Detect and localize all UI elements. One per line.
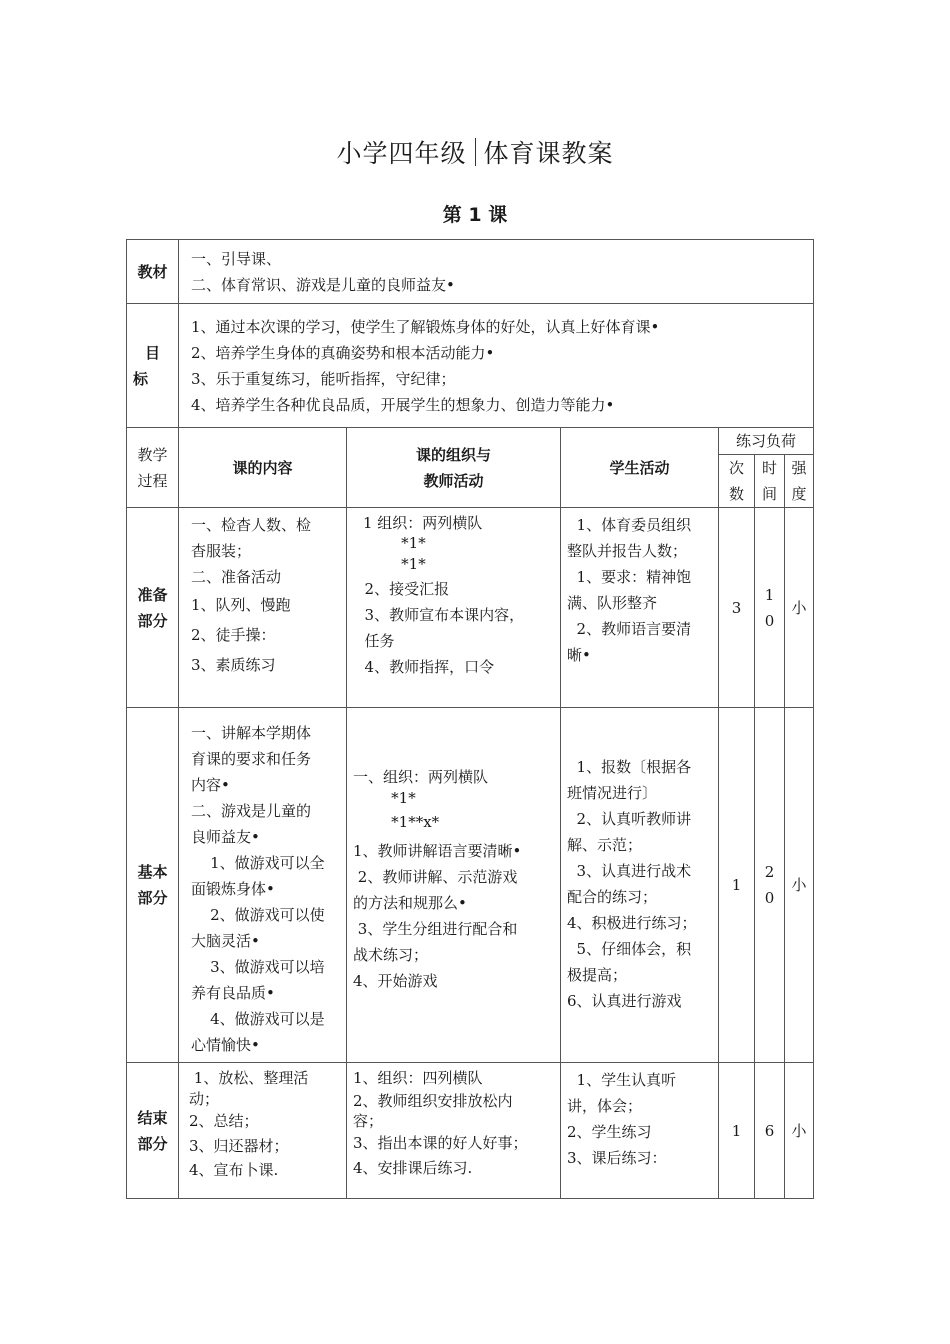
text-line: 1、体育委员组织 xyxy=(567,516,692,534)
text-line: 1、教师讲解语言要清晰• xyxy=(353,842,522,860)
text-line: 大脑灵活• xyxy=(191,932,260,950)
text-line: 育课的要求和任务 xyxy=(191,750,312,768)
basic-content xyxy=(179,708,347,1063)
label-preparation xyxy=(127,508,179,708)
text-line: 1 组织：两列横队 xyxy=(363,514,483,532)
ending-content xyxy=(179,1063,347,1199)
text-line: *1* xyxy=(353,789,416,807)
prep-content xyxy=(179,508,347,708)
text-line: 2、做游戏可以使 xyxy=(191,906,325,924)
header-line: 数 xyxy=(728,485,744,503)
prep-duration xyxy=(755,508,785,708)
label-line: 部分 xyxy=(137,1134,168,1153)
objectives-content xyxy=(179,304,814,428)
text-line: 3、做游戏可以培 xyxy=(191,958,325,976)
text-line: 心情愉快• xyxy=(191,1036,260,1054)
text-line: 5、仔细体会，积 xyxy=(567,940,692,958)
header-line: 教学 xyxy=(137,445,168,464)
text-line: 一、讲解本学期体 xyxy=(191,724,312,742)
row-basic xyxy=(127,708,814,1063)
row-objectives xyxy=(127,304,814,428)
text-line: 2、徒手操： xyxy=(191,626,276,644)
ending-intensity: 小 xyxy=(785,1063,814,1199)
text-line: 3、指出本课的好人好事； xyxy=(353,1134,528,1152)
row-preparation xyxy=(127,508,814,708)
text-line: 二、体育常识、游戏是儿童的良师益友• xyxy=(191,275,455,294)
table-header-row xyxy=(127,428,814,455)
digit: 1 xyxy=(764,585,775,604)
header-line: 间 xyxy=(761,485,777,503)
basic-intensity: 小 xyxy=(785,708,814,1063)
text-line: 2、总结； xyxy=(189,1112,259,1130)
title-grade: 小学四年级 xyxy=(336,139,467,168)
text-line: 1、报数〔根据各 xyxy=(567,758,692,776)
row-ending xyxy=(127,1063,814,1199)
text-line: 二、准备活动 xyxy=(191,568,282,586)
text-line: 2、培养学生身体的真确姿势和根本活动能力• xyxy=(191,343,495,362)
lesson-number: 第 1 课 xyxy=(442,204,508,226)
text-line: 3、认真进行战术 xyxy=(567,862,692,880)
lesson-plan-table xyxy=(126,239,814,1199)
text-line: 满、队形整齐 xyxy=(567,594,658,612)
text-line: 讲，体会； xyxy=(567,1097,643,1115)
teaching-material-content xyxy=(179,240,814,304)
header-organization xyxy=(347,428,561,508)
ending-student-activity xyxy=(561,1063,719,1199)
text-line: 4、积极进行练习； xyxy=(567,914,697,932)
label-line: 基本 xyxy=(137,863,168,881)
header-line: 时 xyxy=(761,459,777,477)
header-intensity xyxy=(785,455,814,508)
basic-duration xyxy=(755,708,785,1063)
digit: 0 xyxy=(764,889,775,907)
text-line: 1、要求：精神饱 xyxy=(567,568,692,586)
text-line: 3、教师宣布本课内容， xyxy=(355,606,525,624)
header-student-activity: 学生活动 xyxy=(561,428,719,508)
text-line: 动； xyxy=(189,1090,220,1108)
text-line: 2、认真听教师讲 xyxy=(567,810,692,828)
text-line: 容； xyxy=(353,1112,384,1130)
text-line: 2、教师讲解、示范游戏 xyxy=(353,868,518,886)
header-line: 过程 xyxy=(137,471,168,490)
document-title xyxy=(0,134,950,170)
text-line: 4、开始游戏 xyxy=(353,972,438,990)
basic-student-activity xyxy=(561,708,719,1063)
label-teaching-material: 教材 xyxy=(127,240,179,304)
text-line: 4、培养学生各种优良品质，开展学生的想象力、创造力等能力• xyxy=(191,395,615,414)
header-line: 度 xyxy=(791,485,807,503)
ending-times: 1 xyxy=(719,1063,755,1199)
header-line: 课的组织与 xyxy=(415,445,491,464)
text-line: 2、接受汇报 xyxy=(355,580,450,598)
header-line: 教师活动 xyxy=(423,471,484,490)
text-line: *1* xyxy=(363,534,426,552)
text-line: 1、队列、慢跑 xyxy=(191,596,291,614)
label-line: 部分 xyxy=(137,889,168,907)
text-line: 二、游戏是儿童的 xyxy=(191,802,312,820)
text-line: *1* xyxy=(363,555,426,573)
digit: 0 xyxy=(764,611,775,630)
prep-times: 3 xyxy=(719,508,755,708)
label-objectives xyxy=(127,304,179,428)
header-practice-load: 练习负荷 xyxy=(719,428,814,455)
text-line: 3、乐于重复练习，能听指挥，守纪律； xyxy=(191,369,456,388)
row-teaching-material xyxy=(127,240,814,304)
text-line: 晰• xyxy=(567,646,591,664)
text-line: 极提高； xyxy=(567,966,628,984)
ending-duration: 6 xyxy=(755,1063,785,1199)
text-line: 2、教师语言要清 xyxy=(567,620,692,638)
header-duration xyxy=(755,455,785,508)
text-line: 1、放松、整理活 xyxy=(189,1069,309,1087)
text-line: 4、做游戏可以是 xyxy=(191,1010,325,1028)
text-line: 解、示范； xyxy=(567,836,643,854)
prep-organization xyxy=(347,508,561,708)
header-line: 次 xyxy=(728,459,744,477)
label-line: 目 xyxy=(144,343,160,362)
text-line: 配合的练习； xyxy=(567,888,658,906)
text-line: 3、课后练习： xyxy=(567,1149,667,1167)
text-line: 3、学生分组进行配合和 xyxy=(353,920,518,938)
ending-organization xyxy=(347,1063,561,1199)
prep-student-activity xyxy=(561,508,719,708)
label-line: 部分 xyxy=(137,611,168,630)
prep-intensity: 小 xyxy=(785,508,814,708)
text-line: 养有良品质• xyxy=(191,984,275,1002)
label-line: 标 xyxy=(133,369,149,388)
text-line: 3、归还器材； xyxy=(189,1137,289,1155)
basic-times: 1 xyxy=(719,708,755,1063)
text-line: 4、安排课后练习. xyxy=(353,1159,473,1177)
text-line: 1、做游戏可以全 xyxy=(191,854,325,872)
text-line: 一、组织：两列横队 xyxy=(353,768,489,786)
text-line: 战术练习； xyxy=(353,946,429,964)
title-separator xyxy=(475,138,476,166)
header-process xyxy=(127,428,179,508)
text-line: 2、教师组织安排放松内 xyxy=(353,1092,513,1110)
text-line: 4、教师指挥，口令 xyxy=(355,658,495,676)
text-line: 2、学生练习 xyxy=(567,1123,652,1141)
label-ending xyxy=(127,1063,179,1199)
text-line: 1、学生认真听 xyxy=(567,1071,677,1089)
text-line: 面锻炼身体• xyxy=(191,880,275,898)
text-line: 4、宣布卜课. xyxy=(189,1161,279,1179)
text-line: *1**x* xyxy=(353,813,440,831)
text-line: 内容• xyxy=(191,776,230,794)
text-line: 一、检杳人数、检 xyxy=(191,516,312,534)
digit: 2 xyxy=(764,863,775,881)
text-line: 班情况进行〕 xyxy=(567,784,658,802)
label-line: 结束 xyxy=(137,1108,168,1127)
text-line: 6、认真进行游戏 xyxy=(567,992,682,1010)
label-line: 准备 xyxy=(137,585,168,604)
text-line: 一、引导课、 xyxy=(191,249,282,268)
header-line: 强 xyxy=(791,459,807,477)
header-times xyxy=(719,455,755,508)
label-basic xyxy=(127,708,179,1063)
text-line: 任务 xyxy=(355,632,395,650)
text-line: 良师益友• xyxy=(191,828,260,846)
title-subject: 体育课教案 xyxy=(483,139,614,168)
text-line: 的方法和规那么• xyxy=(353,894,467,912)
text-line: 杳服装； xyxy=(191,542,252,560)
text-line: 整队并报告人数； xyxy=(567,542,688,560)
text-line: 1、组织：四列横队 xyxy=(353,1069,483,1087)
text-line: 1、通过本次课的学习，使学生了解锻炼身体的好处，认真上好体育课• xyxy=(191,317,660,336)
text-line: 3、素质练习 xyxy=(191,656,276,674)
basic-organization xyxy=(347,708,561,1063)
header-content: 课的内容 xyxy=(179,428,347,508)
